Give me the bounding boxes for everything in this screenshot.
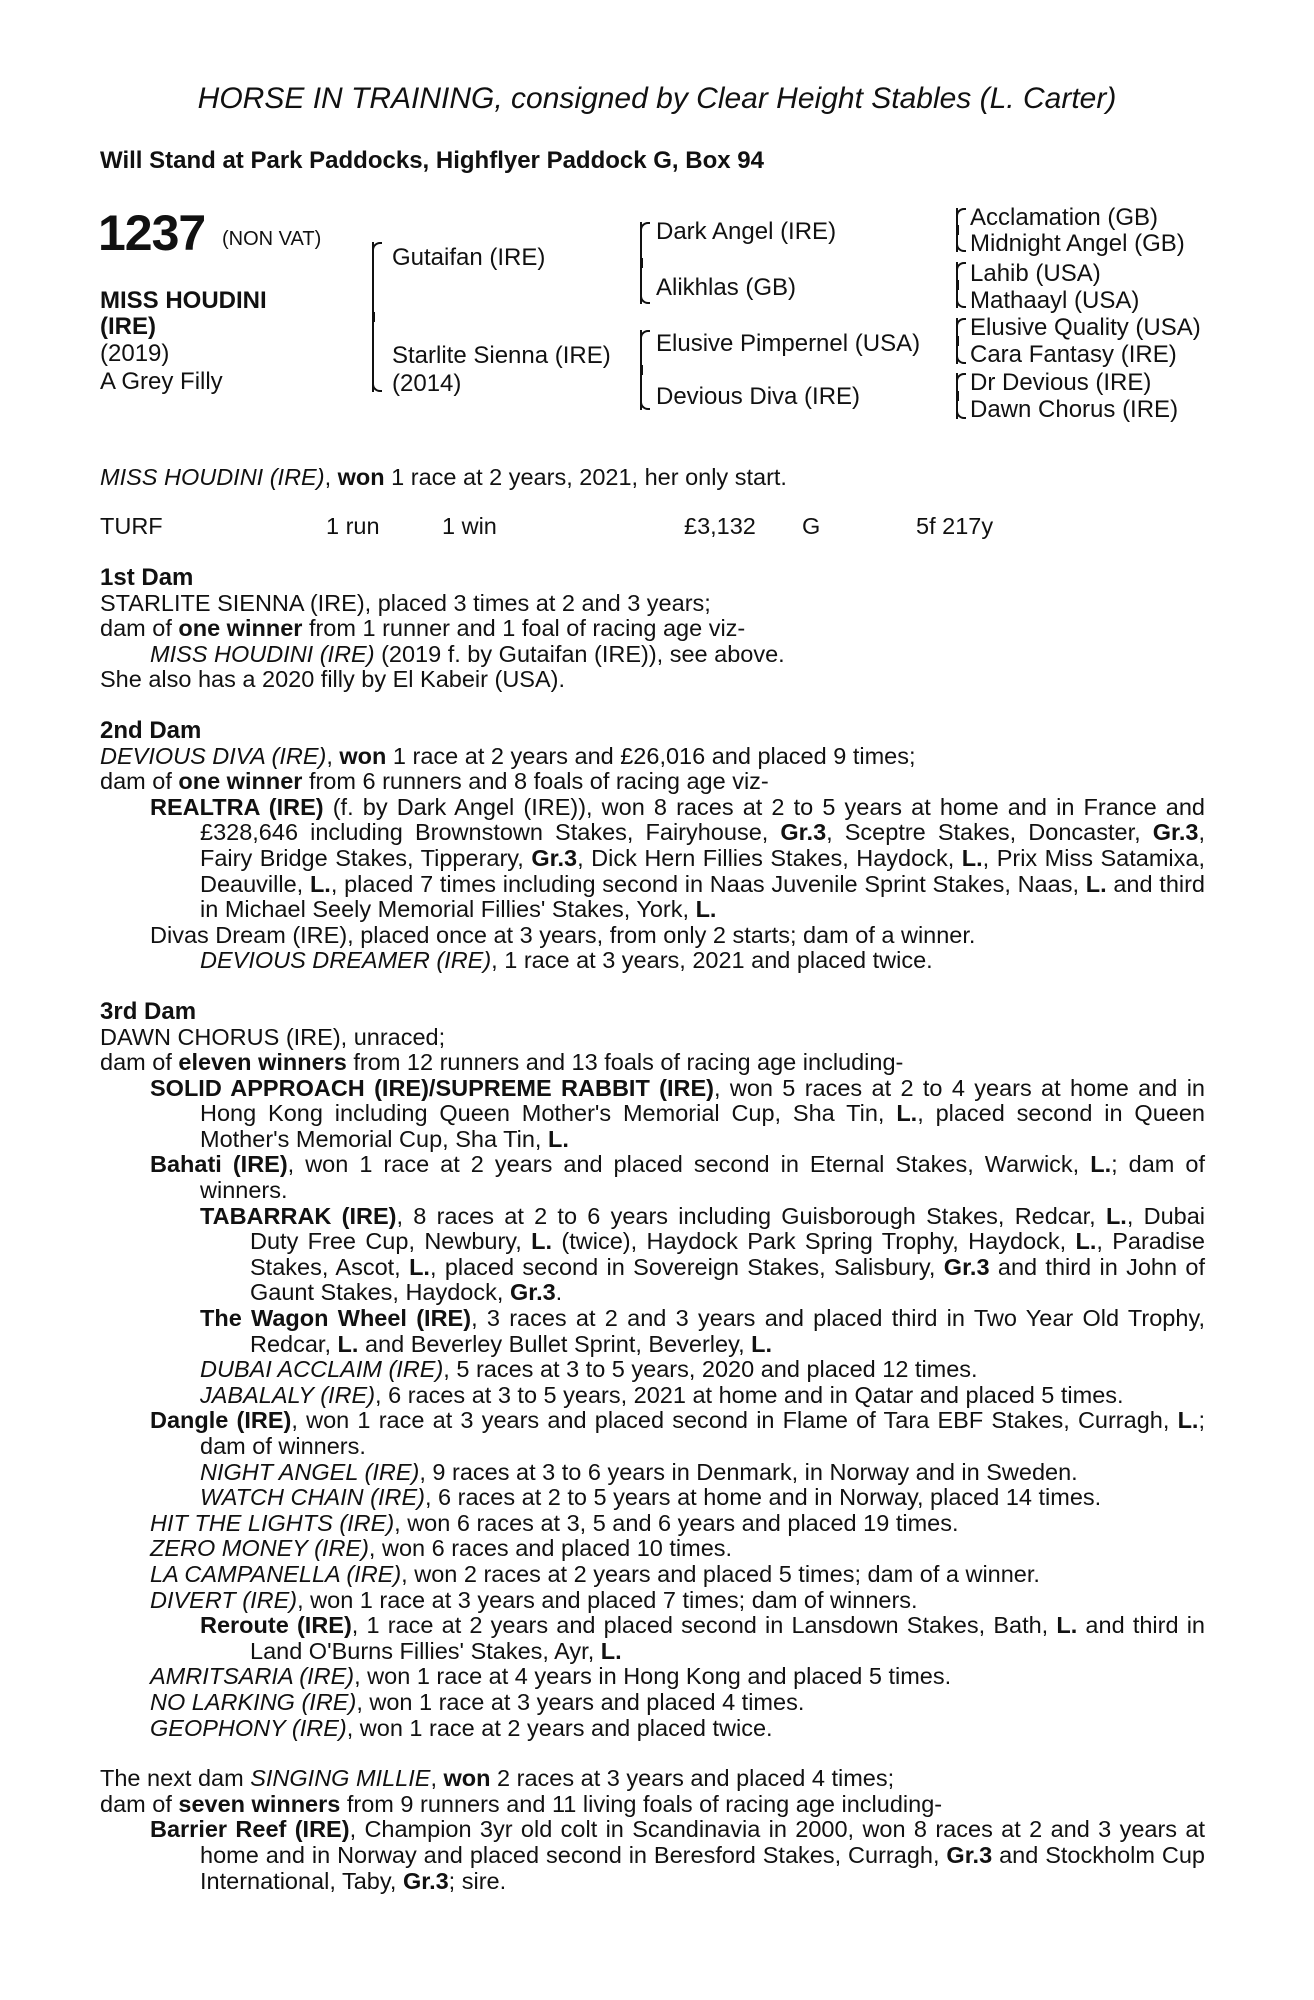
first-dam-foal: MISS HOUDINI (IRE) (2019 f. by Gutaifan (IRE)), see above. (150, 640, 785, 667)
pedigree-brace-g3-1 (956, 208, 958, 252)
record-going: G (802, 513, 821, 539)
pedigree-sire-dam: Alikhlas (GB) (656, 274, 797, 301)
pedigree-brace-g3-4 (956, 373, 958, 419)
pedigree-dam: Starlite Sienna (IRE) (392, 342, 611, 369)
horse-description: A Grey Filly (100, 368, 223, 395)
pedigree-brace-g3-3 (956, 318, 958, 364)
horse-name-line2: (IRE) (100, 313, 156, 340)
pedigree-brace-dam (640, 330, 642, 410)
bahati-entry: Bahati (IRE), won 1 race at 2 years and placed second in Eternal Stakes, Warwick, L.; dam of winners. (150, 1151, 1205, 1204)
pedigree-brace-sire (640, 222, 642, 304)
foaling-year: (2019) (100, 340, 170, 367)
geophony-entry: GEOPHONY (IRE), won 1 race at 2 years and placed twice. (150, 1714, 773, 1741)
summary-horse-name: MISS HOUDINI (IRE) (100, 464, 325, 490)
reroute-entry: Reroute (IRE), 1 race at 2 years and placed second in Lansdown Stakes, Bath, L. and third in Land O'Burns Fillies' Stakes, Ayr, L. (200, 1612, 1205, 1664)
record-wins: 1 win (442, 513, 497, 539)
la-campanella-entry: LA CAMPANELLA (IRE), won 2 races at 2 years and placed 5 times; dam of a winner. (150, 1560, 1040, 1587)
next-dam-produce: dam of seven winners from 9 runners and 11 living foals of racing age including- (100, 1790, 943, 1817)
night-angel-entry: NIGHT ANGEL (IRE), 9 races at 3 to 6 years in Denmark, in Norway and in Sweden. (200, 1458, 1078, 1485)
second-dam-heading: 2nd Dam (100, 716, 202, 744)
watch-chain-entry: WATCH CHAIN (IRE), 6 races at 2 to 5 years at home and in Norway, placed 14 times. (200, 1484, 1102, 1511)
pedigree-g3-6: Cara Fantasy (IRE) (970, 341, 1177, 368)
amritsaria-entry: AMRITSARIA (IRE), won 1 race at 4 years in Hong Kong and placed 5 times. (150, 1663, 952, 1690)
horse-name-line1: MISS HOUDINI (100, 287, 267, 314)
pedigree-g3-5: Elusive Quality (USA) (970, 314, 1201, 341)
dangle-entry: Dangle (IRE), won 1 race at 3 years and placed second in Flame of Tara EBF Stakes, Curragh, L.; dam of winners. (150, 1407, 1205, 1459)
pedigree-sire: Gutaifan (IRE) (392, 244, 546, 271)
devious-dreamer-entry: DEVIOUS DREAMER (IRE), 1 race at 3 years, 2021 and placed twice. (200, 947, 933, 974)
pedigree-g3-8: Dawn Chorus (IRE) (970, 396, 1179, 423)
wagon-wheel-entry: The Wagon Wheel (IRE), 3 races at 2 and 3 years and placed third in Two Year Old Trophy, Redcar, L. and Beverley Bullet Sprint, Beverley, L. (200, 1305, 1205, 1357)
pedigree-dam-dam: Devious Diva (IRE) (656, 383, 861, 410)
next-dam-line: The next dam SINGING MILLIE, won 2 races at 3 years and placed 4 times; (100, 1765, 895, 1792)
stand-location: Will Stand at Park Paddocks, Highflyer Paddock G, Box 94 (100, 147, 764, 174)
pedigree-sire-sire: Dark Angel (IRE) (656, 218, 837, 245)
horse-name (100, 288, 267, 340)
realtra-entry: REALTRA (IRE) (f. by Dark Angel (IRE)), won 8 races at 2 to 5 years at home and in France and £328,646 including Brownstown Stakes, Fairyhouse, Gr.3, Sceptre Stakes, Doncaster, Gr.3, Fairy Bridge Stakes, Tipperary, Gr.3, Dick Hern Fillies Stakes, Haydock, L., Prix Miss Satamixa, Deauville, L., placed 7 times including second in Naas Juvenile Sprint Stakes, Naas, L. and third in Michael Seely Memorial Fillies' Stakes, York, L. (150, 793, 1206, 923)
record-surface: TURF (100, 513, 163, 539)
pedigree-brace-gen1 (372, 242, 374, 392)
third-dam-line: DAWN CHORUS (IRE), unraced; (100, 1023, 446, 1050)
divas-dream-entry: Divas Dream (IRE), placed once at 3 years, from only 2 starts; dam of a winner. (150, 921, 976, 948)
pedigree-dam-sire: Elusive Pimpernel (USA) (656, 330, 921, 357)
zero-money-entry: ZERO MONEY (IRE), won 6 races and placed 10 times. (150, 1535, 733, 1562)
tabarrak-entry: TABARRAK (IRE), 8 races at 2 to 6 years including Guisborough Stakes, Redcar, L., Dubai Duty Free Cup, Newbury, L. (twice), Haydock Park Spring Trophy, Haydock, L., Paradise Stakes, Ascot, L., placed second in Sovereign Stakes, Salisbury, Gr.3 and third in John of Gaunt Stakes, Haydock, Gr.3. (200, 1202, 1205, 1306)
third-dam-heading: 3rd Dam (100, 997, 197, 1025)
page-title: HORSE IN TRAINING, consigned by Clear Height Stables (L. Carter) (197, 82, 1117, 115)
dubai-acclaim-entry: DUBAI ACCLAIM (IRE), 5 races at 3 to 5 years, 2020 and placed 12 times. (200, 1356, 978, 1383)
barrier-reef-entry: Barrier Reef (IRE), Champion 3yr old colt in Scandinavia in 2000, won 8 races at 2 and 3 years at home and in Norway and placed second in Beresford Stakes, Curragh, Gr.3 and Stockholm Cup International, Taby, Gr.3; sire. (150, 1816, 1205, 1894)
divert-entry: DIVERT (IRE), won 1 race at 3 years and placed 7 times; dam of winners. (150, 1586, 918, 1613)
hit-the-lights-entry: HIT THE LIGHTS (IRE), won 6 races at 3, 5 and 6 years and placed 19 times. (150, 1509, 959, 1536)
record-distance: 5f 217y (916, 513, 994, 539)
pedigree-g3-4: Mathaayl (USA) (970, 287, 1140, 314)
solid-approach-entry: SOLID APPROACH (IRE)/SUPREME RABBIT (IRE), won 5 races at 2 to 4 years at home and in Hong Kong including Queen Mother's Memorial Cup, Sha Tin, L., placed second in Queen Mother's Memorial Cup, Sha Tin, L. (150, 1074, 1205, 1152)
record-runs: 1 run (326, 513, 380, 539)
pedigree-g3-2: Midnight Angel (GB) (970, 230, 1185, 257)
first-dam-note: She also has a 2020 filly by El Kabeir (USA). (100, 666, 566, 693)
record-earnings: £3,132 (684, 513, 756, 539)
third-dam-produce: dam of eleven winners from 12 runners and 13 foals of racing age including- (100, 1049, 904, 1076)
pedigree-g3-3: Lahib (USA) (970, 260, 1101, 287)
vat-status: (NON VAT) (222, 228, 322, 250)
pedigree-g3-7: Dr Devious (IRE) (970, 369, 1152, 396)
lot-number: 1237 (98, 205, 206, 261)
catalogue-body (100, 565, 1205, 1894)
race-summary: MISS HOUDINI (IRE), won 1 race at 2 years, 2021, her only start. (100, 464, 787, 490)
no-larking-entry: NO LARKING (IRE), won 1 race at 3 years and placed 4 times. (150, 1688, 805, 1715)
second-dam-produce: dam of one winner from 6 runners and 8 foals of racing age viz- (100, 768, 769, 795)
summary-won: won (337, 464, 385, 490)
first-dam-heading: 1st Dam (100, 564, 194, 591)
second-dam-line: DEVIOUS DIVA (IRE), won 1 race at 2 years and £26,016 and placed 9 times; (100, 742, 916, 769)
jabalaly-entry: JABALALY (IRE), 6 races at 3 to 5 years, 2021 at home and in Qatar and placed 5 times. (200, 1381, 1124, 1408)
pedigree-dam-year: (2014) (392, 370, 462, 397)
pedigree-g3-1: Acclamation (GB) (970, 204, 1159, 231)
first-dam-produce: dam of one winner from 1 runner and 1 foal of racing age viz- (100, 615, 746, 642)
summary-text: 1 race at 2 years, 2021, her only start. (384, 464, 787, 490)
first-dam-line: STARLITE SIENNA (IRE), placed 3 times at 2 and 3 years; (100, 589, 711, 616)
pedigree-brace-g3-2 (956, 262, 958, 308)
